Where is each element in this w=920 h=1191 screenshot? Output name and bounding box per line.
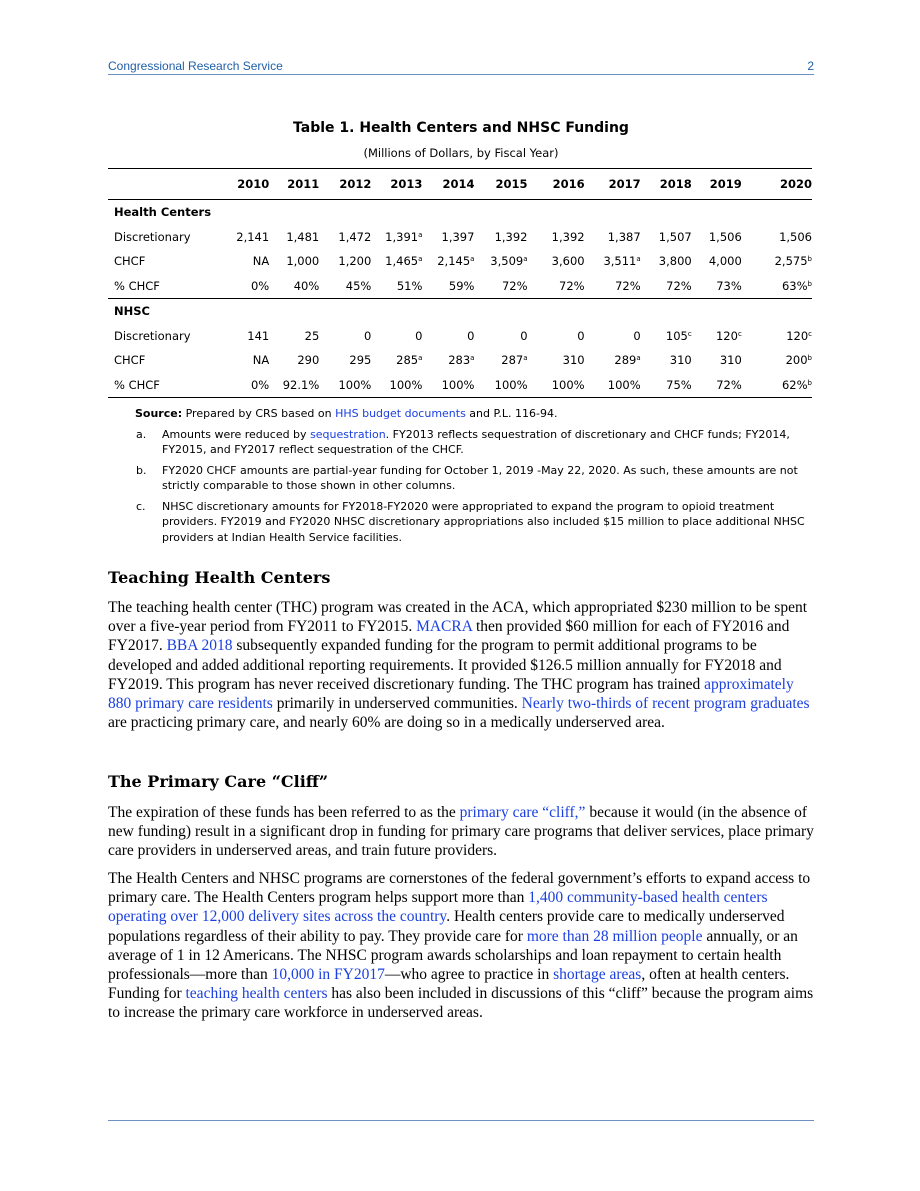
cell-footnote-marker: b (807, 378, 812, 387)
cliff-p2-text-3: annually, or an average of 1 in 12 Americans. The NHSC program awards scholarships and loan repayment to certain health professionals—more than (108, 927, 798, 984)
cell-value: 75% (666, 377, 692, 392)
cliff-p2-text-1: The Health Centers and NHSC programs are cornerstones of the federal government’s efforts to expand access to primary care. The Health Centers program helps support more than (108, 870, 811, 907)
thc-paragraph (108, 598, 814, 732)
table-cell (371, 348, 422, 373)
cell-value: 0 (520, 328, 528, 343)
cell-value: 100% (338, 377, 372, 392)
table-cell (319, 225, 371, 250)
row-label: CHCF (114, 353, 146, 368)
cell-value: 1,200 (338, 254, 372, 269)
note-a-marker: a. (136, 427, 147, 441)
section-label: NHSC (114, 304, 150, 319)
cell-value: 2,575 (774, 254, 808, 269)
year-column-header: 2016 (528, 169, 585, 200)
cell-value: 1,506 (779, 229, 812, 244)
table-cell (474, 274, 527, 299)
table-cell (528, 324, 585, 349)
footer-rule (108, 1120, 814, 1121)
table-cell (692, 324, 742, 349)
thc-text-2: then provided $60 million for each of FY2016 and FY2017. (108, 618, 790, 655)
table-cell (742, 249, 812, 274)
macra-link[interactable]: MACRA (416, 618, 473, 636)
note-b (136, 463, 812, 494)
cell-value: NA (252, 254, 270, 269)
cell-value: 0 (467, 328, 475, 343)
table-cell (269, 324, 319, 349)
thc-text-1: The teaching health center (THC) program was created in the ACA, which appropriated $230 million to be spent over a five-year period from FY2011 to FY2015. (108, 599, 808, 636)
cliff-paragraph-1 (108, 803, 814, 861)
cell-footnote-marker: a (470, 255, 475, 264)
table-cell (216, 373, 269, 398)
year-column-header: 2010 (216, 169, 269, 200)
table-cell (641, 348, 692, 373)
table-cell (216, 225, 269, 250)
table-cell (216, 249, 269, 274)
year-column-header: 2020 (742, 169, 812, 200)
cell-value: 0 (364, 328, 372, 343)
people-served-link[interactable]: more than 28 million people (526, 927, 703, 945)
table-cell (269, 348, 319, 373)
table-cell (371, 249, 422, 274)
cell-value: 1,387 (607, 229, 641, 244)
cell-footnote-marker: b (807, 354, 812, 363)
table-cell (371, 324, 422, 349)
table-cell (216, 274, 269, 299)
page-number: 2 (807, 59, 814, 73)
table-cell (269, 249, 319, 274)
cell-value: 1,397 (441, 229, 475, 244)
note-b-marker: b. (136, 463, 147, 477)
table-cell (585, 373, 641, 398)
cell-value: 73% (716, 278, 742, 293)
row-label: % CHCF (108, 373, 216, 398)
table-cell (585, 348, 641, 373)
thc-text-3: subsequently expanded funding for the program to permit additional programs to be developed and added additional reporting requirements. It provided $126.5 million annually for FY2018 and FY2019. This program has never received discretionary funding. The THC program has trained (108, 637, 782, 693)
cell-footnote-marker: a (636, 255, 641, 264)
table-cell (585, 249, 641, 274)
table-cell (528, 348, 585, 373)
table-cell (216, 324, 269, 349)
year-column-header: 2014 (422, 169, 474, 200)
section-label: Health Centers (114, 205, 212, 220)
cell-value: 1,391 (385, 229, 419, 244)
cell-value: 1,000 (286, 254, 320, 269)
cell-footnote-marker: a (418, 255, 423, 264)
table-cell (319, 324, 371, 349)
cell-value: 283 (448, 353, 471, 368)
cell-value: 72% (501, 278, 528, 293)
year-column-header: 2017 (585, 169, 641, 200)
cell-value: 2,141 (236, 229, 270, 244)
note-c (136, 499, 812, 546)
table-header-blank (108, 169, 216, 200)
table-cell (692, 274, 742, 299)
cell-value: 1,472 (338, 229, 372, 244)
table-cell (269, 373, 319, 398)
note-a-text-post: . FY2013 reflects sequestration of discretionary and CHCF funds; FY2014, FY2015, and FY2017 reflect sequestration of the CHCF. (162, 427, 790, 456)
cell-value: 105 (665, 328, 688, 343)
year-column-header: 2015 (474, 169, 527, 200)
cell-value: 100% (607, 377, 641, 392)
table-cell (742, 373, 812, 398)
cell-footnote-marker: a (523, 354, 528, 363)
cell-value: 287 (501, 353, 524, 368)
cell-footnote-marker: a (523, 255, 528, 264)
table-cell (528, 249, 585, 274)
table-cell (692, 225, 742, 250)
table-cell (319, 249, 371, 274)
cell-value: 310 (562, 353, 585, 368)
hhs-budget-link[interactable]: HHS budget documents (335, 407, 466, 420)
year-column-header: 2012 (319, 169, 371, 200)
cell-value: 100% (389, 377, 423, 392)
section-header-row (108, 299, 812, 324)
source-label: Source: (135, 407, 183, 420)
cell-value: 310 (669, 353, 692, 368)
cliff-p2-text-2: . Health centers provide care to medically underserved populations regardless of their ability to pay. They provide care for (108, 908, 785, 945)
table-cell (585, 225, 641, 250)
funding-table-wrapper (108, 168, 812, 398)
cliff-paragraph-2 (108, 869, 814, 1023)
cell-value: 25 (304, 328, 320, 343)
cell-footnote-marker: a (470, 354, 475, 363)
cell-value: 289 (614, 353, 637, 368)
row-label: % CHCF (108, 274, 216, 299)
table-cell (641, 249, 692, 274)
residents-link[interactable]: approximately 880 primary care residents (108, 675, 794, 713)
cell-value: 3,800 (658, 254, 692, 269)
bba-2018-link[interactable]: BBA 2018 (166, 637, 233, 655)
table-cell (269, 274, 319, 299)
table-cell (422, 324, 474, 349)
year-column-header: 2011 (269, 169, 319, 200)
cell-value: 0% (250, 278, 270, 293)
cell-footnote-marker: b (807, 279, 812, 288)
note-c-text: NHSC discretionary amounts for FY2018-FY2020 were appropriated to expand the program to opioid treatment providers. FY2019 and FY2020 NHSC discretionary appropriations also included $15 million to place additional NHSC providers at Indian Health Service facilities. (162, 499, 805, 544)
row-label: CHCF (114, 254, 146, 269)
cell-footnote-marker: b (807, 255, 812, 264)
cell-value: 2,145 (437, 254, 471, 269)
table-cell (641, 324, 692, 349)
source-text-pre: Prepared by CRS based on (182, 407, 336, 420)
table-cell (474, 373, 527, 398)
cell-value: 310 (719, 353, 742, 368)
note-a-text-pre: Amounts were reduced by (162, 427, 311, 441)
cell-footnote-marker: c (808, 329, 812, 338)
cell-value: 62% (781, 377, 808, 392)
funding-table (108, 168, 812, 398)
note-a (136, 427, 812, 458)
cell-value: 72% (716, 377, 742, 392)
cell-value: 72% (559, 278, 585, 293)
table-cell (585, 274, 641, 299)
cell-value: 290 (297, 353, 320, 368)
table-cell (269, 225, 319, 250)
table-cell (692, 373, 742, 398)
table-header-row (108, 169, 812, 200)
table-subtitle: (Millions of Dollars, by Fiscal Year) (363, 146, 559, 160)
header-publisher: Congressional Research Service (108, 59, 283, 73)
cell-value: 1,507 (658, 229, 692, 244)
cell-value: 0 (577, 328, 585, 343)
section-header-row (108, 200, 812, 225)
cell-footnote-marker: a (418, 354, 423, 363)
table-cell (371, 373, 422, 398)
table-cell (742, 348, 812, 373)
row-label: Discretionary (114, 328, 191, 343)
table-row (108, 348, 812, 373)
note-c-marker: c. (136, 499, 146, 513)
table-cell (692, 249, 742, 274)
cell-value: 1,392 (551, 229, 585, 244)
cell-value: 1,506 (708, 229, 742, 244)
table-cell (474, 324, 527, 349)
table-cell (742, 274, 812, 299)
cell-value: 3,511 (603, 254, 637, 269)
cliff-heading: The Primary Care “Cliff” (108, 772, 329, 791)
table-cell (641, 373, 692, 398)
cell-value: 285 (396, 353, 419, 368)
table-cell (422, 373, 474, 398)
cell-value: 40% (293, 278, 320, 293)
cell-value: 295 (349, 353, 372, 368)
cell-value: 45% (345, 278, 372, 293)
table-cell (371, 225, 422, 250)
table-cell (585, 324, 641, 349)
cell-footnote-marker: c (737, 329, 742, 338)
table-body (108, 200, 812, 398)
cell-value: 3,600 (551, 254, 585, 269)
cell-value: 1,465 (385, 254, 419, 269)
table-cell (528, 274, 585, 299)
shortage-areas-link[interactable]: shortage areas (553, 966, 642, 984)
table-cell (319, 348, 371, 373)
cell-footnote-marker: a (418, 230, 423, 239)
cliff-p1-text-2: because it would (in the absence of new funding) result in a significant drop in funding for primary care programs that deliver services, place primary care providers in underserved areas, and train future providers. (108, 804, 814, 860)
row-label: Discretionary (114, 229, 191, 244)
table-source (135, 406, 812, 422)
table-row (108, 274, 812, 299)
cell-value: 0 (633, 328, 641, 343)
table-cell (641, 274, 692, 299)
thc-text-5: are practicing primary care, and nearly 60% are doing so in a medically underserved area. (108, 714, 665, 732)
primary-care-cliff-link[interactable]: primary care “cliff,” (459, 804, 586, 821)
table-cell (742, 225, 812, 250)
graduates-link[interactable]: Nearly two-thirds of recent program graduates (521, 695, 810, 713)
table-cell (422, 249, 474, 274)
table-cell (742, 324, 812, 349)
sequestration-link[interactable]: sequestration (310, 427, 386, 441)
cell-value: 100% (551, 377, 585, 392)
table-cell (319, 274, 371, 299)
table-row (108, 324, 812, 349)
thc-text-4: primarily in underserved communities. (272, 695, 522, 713)
cell-value: 141 (247, 328, 270, 343)
nhsc-fy2017-link[interactable]: 10,000 in FY2017 (271, 966, 385, 984)
teaching-health-centers-link[interactable]: teaching health centers (185, 985, 328, 1003)
cell-value: 92.1% (282, 377, 320, 392)
year-column-header: 2018 (641, 169, 692, 200)
table-row (108, 373, 812, 398)
cliff-p2-text-4: —who agree to practice in (384, 966, 554, 984)
cell-value: NA (252, 353, 270, 368)
table-cell (474, 225, 527, 250)
table-cell (474, 348, 527, 373)
table-cell (422, 348, 474, 373)
year-column-header: 2013 (371, 169, 422, 200)
cell-value: 59% (448, 278, 475, 293)
table-cell (422, 274, 474, 299)
cell-value: 3,509 (490, 254, 524, 269)
table-cell (528, 373, 585, 398)
cell-value: 72% (615, 278, 641, 293)
cell-value: 100% (494, 377, 528, 392)
table-cell (692, 348, 742, 373)
table-title: Table 1. Health Centers and NHSC Funding (293, 120, 629, 136)
header-rule (108, 74, 814, 75)
cell-footnote-marker: a (636, 354, 641, 363)
cell-value: 100% (441, 377, 475, 392)
table-cell (319, 373, 371, 398)
cell-value: 51% (396, 278, 423, 293)
cell-value: 1,392 (494, 229, 528, 244)
health-centers-link[interactable]: 1,400 community-based health centers operating over 12,000 delivery sites across the country (108, 889, 768, 926)
cell-value: 63% (781, 278, 808, 293)
table-cell (474, 249, 527, 274)
cell-value: 200 (785, 353, 808, 368)
cell-value: 4,000 (708, 254, 742, 269)
cell-value: 0% (250, 377, 270, 392)
cliff-p2-text-5: , often at health centers. Funding for (108, 966, 790, 1003)
cliff-p2-text-6: has also been included in discussions of this “cliff” because the program aims to increase the primary care workforce in underserved areas. (108, 985, 814, 1022)
source-text-post: and P.L. 116-94. (465, 407, 558, 420)
cell-value: 120 (786, 328, 809, 343)
cell-footnote-marker: c (687, 329, 692, 338)
cliff-p1-text-1: The expiration of these funds has been referred to as the (108, 804, 460, 821)
table-row (108, 249, 812, 274)
thc-heading: Teaching Health Centers (108, 568, 331, 587)
cell-value: 0 (415, 328, 423, 343)
table-cell (641, 225, 692, 250)
note-b-text: FY2020 CHCF amounts are partial-year funding for October 1, 2019 -May 22, 2020. As such, these amounts are not strictly comparable to those shown in other columns. (162, 463, 798, 492)
cell-value: 1,481 (286, 229, 320, 244)
table-row (108, 225, 812, 250)
table-notes (136, 406, 812, 550)
cell-value: 120 (715, 328, 738, 343)
year-column-header: 2019 (692, 169, 742, 200)
table-cell (422, 225, 474, 250)
cell-value: 72% (666, 278, 692, 293)
table-cell (216, 348, 269, 373)
table-cell (528, 225, 585, 250)
table-cell (371, 274, 422, 299)
